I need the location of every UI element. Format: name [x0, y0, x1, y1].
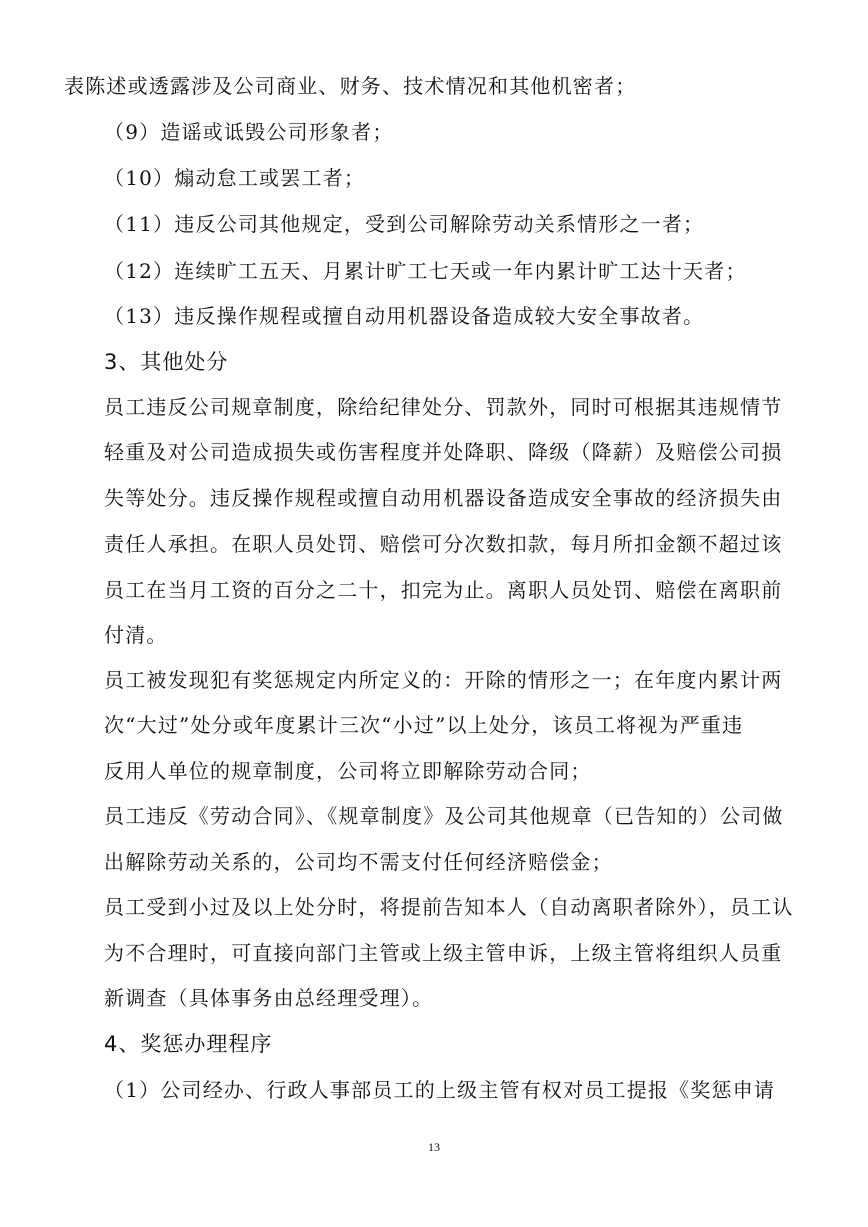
section-heading-3: 3、其他处分	[104, 350, 229, 374]
paragraph-line: 员工违反《劳动合同》、《规章制度》及公司其他规章（已告知的）公司做	[104, 804, 784, 828]
paragraph-line: 表陈述或透露涉及公司商业、财务、技术情况和其他机密者；	[64, 74, 637, 98]
paragraph-line: 失等处分。违反操作规程或擅自动用机器设备造成安全事故的经济损失由	[104, 486, 783, 510]
paragraph-line: 次“大过”处分或年度累计三次“小过”以上处分，该员工将视为严重违	[104, 713, 744, 737]
paragraph-line: 轻重及对公司造成损失或伤害程度并处降职、降级（降薪）及赔偿公司损	[104, 440, 783, 464]
paragraph-line: 新调查（具体事务由总经理受理）。	[104, 986, 434, 1010]
paragraph-line: 责任人承担。在职人员处罚、赔偿可分次数扣款，每月所扣金额不超过该	[104, 532, 783, 556]
list-item-9: （9）造谣或诋毁公司形象者；	[104, 120, 394, 144]
paragraph-line: 付清。	[104, 623, 168, 647]
section-heading-4: 4、奖惩办理程序	[104, 1032, 273, 1056]
paragraph-line: 出解除劳动关系的，公司均不需支付任何经济赔偿金；	[104, 850, 613, 874]
list-item-1: （1）公司经办、行政人事部员工的上级主管有权对员工提报《奖惩申请	[104, 1078, 776, 1102]
list-item-11: （11）违反公司其他规定，受到公司解除劳动关系情形之一者；	[104, 212, 705, 236]
paragraph-line: 员工受到小过及以上处分时，将提前告知本人（自动离职者除外），员工认	[104, 895, 794, 919]
list-item-13: （13）违反操作规程或擅自动用机器设备造成较大安全事故者。	[104, 304, 705, 328]
paragraph-line: 为不合理时，可直接向部门主管或上级主管申诉，上级主管将组织人员重	[104, 941, 783, 965]
paragraph-line: 员工违反公司规章制度，除给纪律处分、罚款外，同时可根据其违规情节	[104, 395, 783, 419]
list-item-12: （12）连续旷工五天、月累计旷工七天或一年内累计旷工达十天者；	[104, 259, 747, 283]
paragraph-line: 反用人单位的规章制度，公司将立即解除劳动合同；	[104, 759, 592, 783]
paragraph-line: 员工在当月工资的百分之二十，扣完为止。离职人员处罚、赔偿在离职前	[104, 578, 783, 602]
paragraph-line: 员工被发现犯有奖惩规定内所定义的：开除的情形之一；在年度内累计两	[104, 668, 783, 692]
list-item-10: （10）煽动怠工或罢工者；	[104, 166, 366, 190]
page-number: 13	[428, 1140, 440, 1154]
